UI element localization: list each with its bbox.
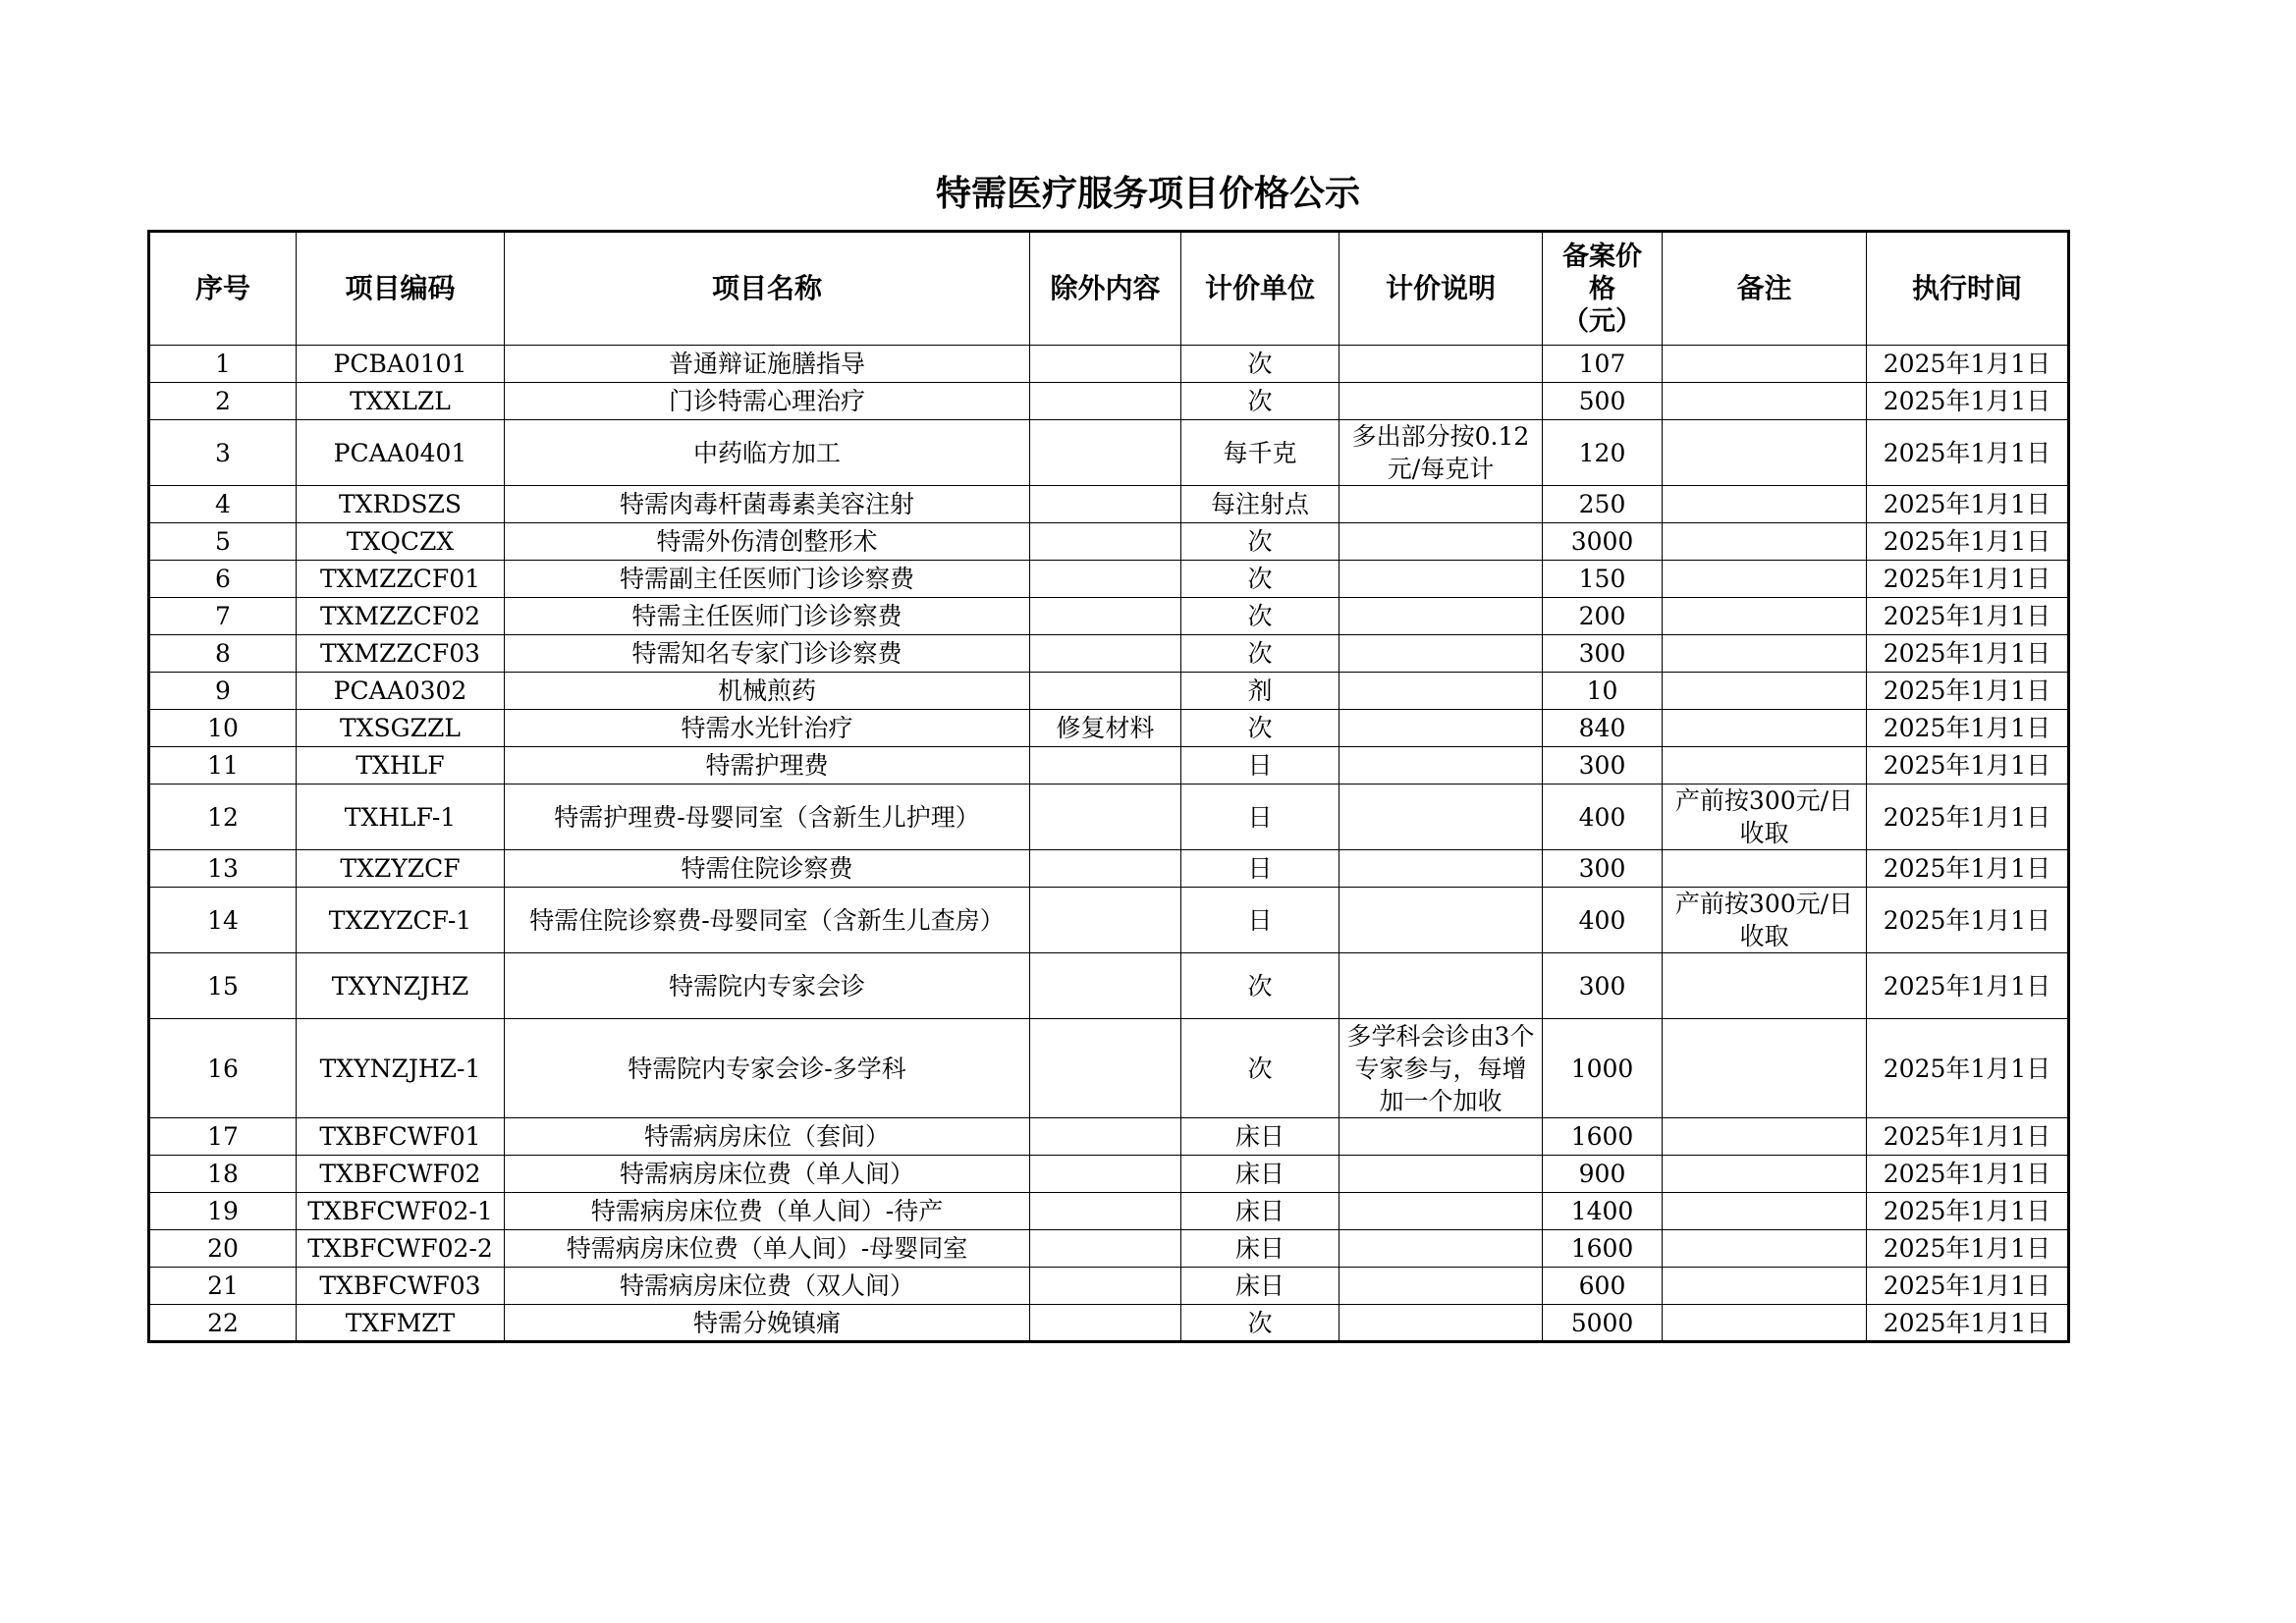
cell-date: 2025年1月1日 [1867, 346, 2069, 383]
cell-seq: 12 [149, 784, 297, 850]
cell-exclusion [1030, 673, 1181, 710]
cell-unit: 床日 [1181, 1156, 1339, 1193]
cell-seq: 13 [149, 850, 297, 888]
cell-note [1663, 953, 1867, 1019]
table-row [149, 747, 2069, 784]
cell-price: 840 [1543, 710, 1663, 747]
cell-unit: 床日 [1181, 1268, 1339, 1305]
cell-code: TXBFCWF02 [297, 1156, 505, 1193]
cell-desc [1339, 523, 1543, 561]
cell-name: 特需病房床位费（双人间） [505, 1268, 1030, 1305]
table-row [149, 1268, 2069, 1305]
cell-unit: 每注射点 [1181, 486, 1339, 523]
cell-desc [1339, 1268, 1543, 1305]
cell-seq: 10 [149, 710, 297, 747]
cell-price: 300 [1543, 953, 1663, 1019]
cell-price: 1600 [1543, 1118, 1663, 1156]
cell-unit: 每千克 [1181, 420, 1339, 486]
cell-name: 普通辩证施膳指导 [505, 346, 1030, 383]
cell-date: 2025年1月1日 [1867, 383, 2069, 420]
cell-price: 300 [1543, 747, 1663, 784]
cell-unit: 次 [1181, 523, 1339, 561]
cell-note [1663, 523, 1867, 561]
cell-exclusion [1030, 1230, 1181, 1268]
cell-unit: 日 [1181, 850, 1339, 888]
cell-desc [1339, 888, 1543, 953]
cell-date: 2025年1月1日 [1867, 523, 2069, 561]
cell-price: 5000 [1543, 1305, 1663, 1342]
cell-exclusion [1030, 346, 1181, 383]
cell-code: TXZYZCF [297, 850, 505, 888]
header-seq: 序号 [149, 232, 297, 346]
cell-date: 2025年1月1日 [1867, 1019, 2069, 1118]
cell-note [1663, 1305, 1867, 1342]
cell-unit: 次 [1181, 561, 1339, 598]
cell-name: 特需知名专家门诊诊察费 [505, 635, 1030, 673]
cell-unit: 床日 [1181, 1230, 1339, 1268]
cell-code: TXYNZJHZ [297, 953, 505, 1019]
cell-date: 2025年1月1日 [1867, 850, 2069, 888]
cell-date: 2025年1月1日 [1867, 420, 2069, 486]
cell-price: 200 [1543, 598, 1663, 635]
cell-seq: 6 [149, 561, 297, 598]
cell-seq: 9 [149, 673, 297, 710]
cell-exclusion: 修复材料 [1030, 710, 1181, 747]
cell-desc [1339, 561, 1543, 598]
cell-name: 特需住院诊察费 [505, 850, 1030, 888]
cell-exclusion [1030, 1118, 1181, 1156]
table-row [149, 850, 2069, 888]
cell-exclusion [1030, 383, 1181, 420]
table-row [149, 888, 2069, 953]
table-row [149, 953, 2069, 1019]
cell-desc [1339, 598, 1543, 635]
cell-name: 机械煎药 [505, 673, 1030, 710]
cell-code: PCBA0101 [297, 346, 505, 383]
table-row [149, 784, 2069, 850]
cell-exclusion [1030, 850, 1181, 888]
cell-seq: 4 [149, 486, 297, 523]
cell-name: 特需外伤清创整形术 [505, 523, 1030, 561]
cell-exclusion [1030, 1019, 1181, 1118]
cell-desc [1339, 953, 1543, 1019]
cell-note [1663, 486, 1867, 523]
cell-name: 特需护理费-母婴同室（含新生儿护理） [505, 784, 1030, 850]
cell-note [1663, 635, 1867, 673]
cell-code: PCAA0302 [297, 673, 505, 710]
cell-note [1663, 561, 1867, 598]
cell-name: 特需病房床位（套间） [505, 1118, 1030, 1156]
cell-note: 产前按300元/日收取 [1663, 784, 1867, 850]
cell-desc [1339, 850, 1543, 888]
cell-code: TXFMZT [297, 1305, 505, 1342]
cell-desc: 多出部分按0.12元/每克计 [1339, 420, 1543, 486]
cell-code: TXHLF-1 [297, 784, 505, 850]
cell-exclusion [1030, 1156, 1181, 1193]
cell-code: TXBFCWF03 [297, 1268, 505, 1305]
cell-unit: 次 [1181, 598, 1339, 635]
cell-name: 特需护理费 [505, 747, 1030, 784]
cell-note [1663, 1019, 1867, 1118]
cell-name: 特需住院诊察费-母婴同室（含新生儿查房） [505, 888, 1030, 953]
cell-price: 1000 [1543, 1019, 1663, 1118]
cell-unit: 日 [1181, 784, 1339, 850]
cell-desc [1339, 383, 1543, 420]
cell-price: 150 [1543, 561, 1663, 598]
cell-date: 2025年1月1日 [1867, 784, 2069, 850]
cell-unit: 日 [1181, 888, 1339, 953]
cell-price: 1600 [1543, 1230, 1663, 1268]
cell-name: 特需院内专家会诊 [505, 953, 1030, 1019]
cell-date: 2025年1月1日 [1867, 486, 2069, 523]
cell-name: 特需院内专家会诊-多学科 [505, 1019, 1030, 1118]
cell-desc [1339, 346, 1543, 383]
cell-date: 2025年1月1日 [1867, 561, 2069, 598]
cell-code: PCAA0401 [297, 420, 505, 486]
table-row [149, 1019, 2069, 1118]
cell-unit: 次 [1181, 710, 1339, 747]
cell-seq: 7 [149, 598, 297, 635]
cell-note [1663, 346, 1867, 383]
cell-date: 2025年1月1日 [1867, 635, 2069, 673]
table-row [149, 598, 2069, 635]
cell-date: 2025年1月1日 [1867, 1156, 2069, 1193]
cell-unit: 日 [1181, 747, 1339, 784]
cell-note [1663, 598, 1867, 635]
table-row [149, 383, 2069, 420]
cell-note [1663, 1118, 1867, 1156]
cell-desc [1339, 710, 1543, 747]
cell-price: 900 [1543, 1156, 1663, 1193]
cell-desc [1339, 747, 1543, 784]
cell-date: 2025年1月1日 [1867, 673, 2069, 710]
table-row [149, 561, 2069, 598]
cell-price: 300 [1543, 850, 1663, 888]
cell-note: 产前按300元/日收取 [1663, 888, 1867, 953]
page-title: 特需医疗服务项目价格公示 [935, 174, 1360, 214]
cell-code: TXBFCWF02-2 [297, 1230, 505, 1268]
cell-price: 1400 [1543, 1193, 1663, 1230]
cell-code: TXMZZCF02 [297, 598, 505, 635]
cell-code: TXBFCWF01 [297, 1118, 505, 1156]
cell-price: 600 [1543, 1268, 1663, 1305]
cell-note [1663, 710, 1867, 747]
cell-date: 2025年1月1日 [1867, 1230, 2069, 1268]
cell-date: 2025年1月1日 [1867, 953, 2069, 1019]
cell-unit: 次 [1181, 383, 1339, 420]
cell-name: 特需病房床位费（单人间）-待产 [505, 1193, 1030, 1230]
table-row [149, 635, 2069, 673]
header-unit: 计价单位 [1181, 232, 1339, 346]
cell-name: 特需分娩镇痛 [505, 1305, 1030, 1342]
cell-seq: 5 [149, 523, 297, 561]
cell-code: TXMZZCF01 [297, 561, 505, 598]
cell-date: 2025年1月1日 [1867, 1268, 2069, 1305]
cell-desc [1339, 1193, 1543, 1230]
cell-name: 中药临方加工 [505, 420, 1030, 486]
table-row [149, 1193, 2069, 1230]
table-row [149, 1305, 2069, 1342]
header-date: 执行时间 [1867, 232, 2069, 346]
header-name: 项目名称 [505, 232, 1030, 346]
cell-code: TXBFCWF02-1 [297, 1193, 505, 1230]
cell-exclusion [1030, 561, 1181, 598]
cell-date: 2025年1月1日 [1867, 1305, 2069, 1342]
table-header-row [149, 232, 2069, 346]
cell-price: 250 [1543, 486, 1663, 523]
cell-price: 300 [1543, 635, 1663, 673]
cell-exclusion [1030, 1305, 1181, 1342]
cell-unit: 次 [1181, 346, 1339, 383]
cell-seq: 14 [149, 888, 297, 953]
price-table [147, 230, 2070, 1343]
cell-price: 400 [1543, 784, 1663, 850]
cell-seq: 20 [149, 1230, 297, 1268]
cell-seq: 19 [149, 1193, 297, 1230]
table-row [149, 1230, 2069, 1268]
cell-note [1663, 1230, 1867, 1268]
header-desc: 计价说明 [1339, 232, 1543, 346]
cell-exclusion [1030, 420, 1181, 486]
cell-desc [1339, 673, 1543, 710]
cell-unit: 剂 [1181, 673, 1339, 710]
cell-exclusion [1030, 635, 1181, 673]
header-note: 备注 [1663, 232, 1867, 346]
cell-desc [1339, 1156, 1543, 1193]
cell-unit: 次 [1181, 953, 1339, 1019]
cell-code: TXZYZCF-1 [297, 888, 505, 953]
cell-desc [1339, 784, 1543, 850]
cell-seq: 3 [149, 420, 297, 486]
cell-desc [1339, 1118, 1543, 1156]
cell-price: 120 [1543, 420, 1663, 486]
cell-exclusion [1030, 1268, 1181, 1305]
cell-code: TXMZZCF03 [297, 635, 505, 673]
cell-name: 特需主任医师门诊诊察费 [505, 598, 1030, 635]
cell-price: 3000 [1543, 523, 1663, 561]
cell-exclusion [1030, 747, 1181, 784]
header-price-line1: 备案价 [1562, 241, 1642, 272]
cell-desc: 多学科会诊由3个专家参与，每增加一个加收 [1339, 1019, 1543, 1118]
cell-note [1663, 673, 1867, 710]
cell-note [1663, 850, 1867, 888]
table-row [149, 523, 2069, 561]
cell-desc [1339, 1230, 1543, 1268]
cell-note [1663, 1268, 1867, 1305]
cell-code: TXQCZX [297, 523, 505, 561]
cell-name: 特需病房床位费（单人间）-母婴同室 [505, 1230, 1030, 1268]
cell-desc [1339, 486, 1543, 523]
cell-seq: 2 [149, 383, 297, 420]
cell-exclusion [1030, 1193, 1181, 1230]
table-row [149, 710, 2069, 747]
cell-unit: 次 [1181, 1305, 1339, 1342]
table-row [149, 1156, 2069, 1193]
cell-name: 特需水光针治疗 [505, 710, 1030, 747]
cell-seq: 8 [149, 635, 297, 673]
header-exclusion: 除外内容 [1030, 232, 1181, 346]
header-code: 项目编码 [297, 232, 505, 346]
cell-desc [1339, 1305, 1543, 1342]
cell-date: 2025年1月1日 [1867, 1193, 2069, 1230]
cell-code: TXXLZL [297, 383, 505, 420]
cell-date: 2025年1月1日 [1867, 710, 2069, 747]
cell-price: 107 [1543, 346, 1663, 383]
table-row [149, 486, 2069, 523]
cell-code: TXRDSZS [297, 486, 505, 523]
cell-note [1663, 747, 1867, 784]
cell-unit: 床日 [1181, 1193, 1339, 1230]
cell-exclusion [1030, 598, 1181, 635]
cell-seq: 22 [149, 1305, 297, 1342]
header-price-line2: 格 [1589, 273, 1615, 304]
cell-note [1663, 383, 1867, 420]
cell-unit: 次 [1181, 1019, 1339, 1118]
cell-price: 400 [1543, 888, 1663, 953]
cell-exclusion [1030, 784, 1181, 850]
cell-note [1663, 1156, 1867, 1193]
cell-seq: 11 [149, 747, 297, 784]
cell-name: 门诊特需心理治疗 [505, 383, 1030, 420]
cell-date: 2025年1月1日 [1867, 888, 2069, 953]
cell-exclusion [1030, 953, 1181, 1019]
table-row [149, 1118, 2069, 1156]
cell-seq: 16 [149, 1019, 297, 1118]
header-price [1543, 232, 1663, 346]
cell-price: 10 [1543, 673, 1663, 710]
cell-date: 2025年1月1日 [1867, 747, 2069, 784]
table-row [149, 673, 2069, 710]
cell-date: 2025年1月1日 [1867, 598, 2069, 635]
cell-code: TXHLF [297, 747, 505, 784]
cell-note [1663, 1193, 1867, 1230]
cell-exclusion [1030, 523, 1181, 561]
cell-seq: 18 [149, 1156, 297, 1193]
cell-seq: 15 [149, 953, 297, 1019]
cell-seq: 1 [149, 346, 297, 383]
table-row [149, 420, 2069, 486]
header-price-line3: （元） [1562, 305, 1642, 337]
table-row [149, 346, 2069, 383]
cell-date: 2025年1月1日 [1867, 1118, 2069, 1156]
cell-price: 500 [1543, 383, 1663, 420]
cell-exclusion [1030, 888, 1181, 953]
cell-note [1663, 420, 1867, 486]
cell-seq: 17 [149, 1118, 297, 1156]
cell-unit: 床日 [1181, 1118, 1339, 1156]
cell-code: TXYNZJHZ-1 [297, 1019, 505, 1118]
cell-seq: 21 [149, 1268, 297, 1305]
cell-desc [1339, 635, 1543, 673]
cell-name: 特需副主任医师门诊诊察费 [505, 561, 1030, 598]
cell-name: 特需肉毒杆菌毒素美容注射 [505, 486, 1030, 523]
cell-name: 特需病房床位费（单人间） [505, 1156, 1030, 1193]
cell-exclusion [1030, 486, 1181, 523]
cell-code: TXSGZZL [297, 710, 505, 747]
cell-unit: 次 [1181, 635, 1339, 673]
